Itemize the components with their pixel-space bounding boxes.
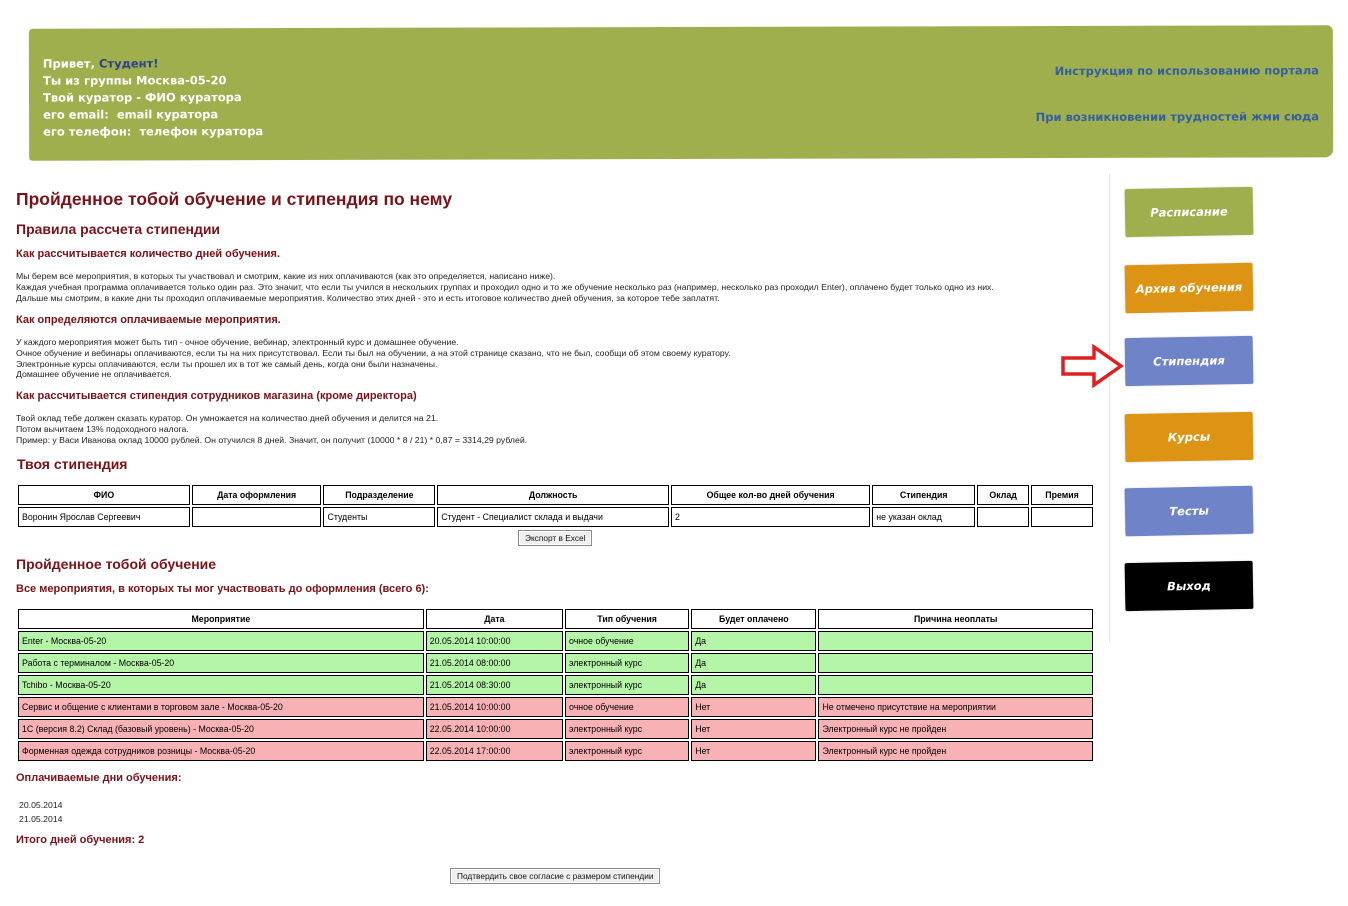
table-cell xyxy=(818,631,1093,651)
nav-courses-button[interactable]: Курсы xyxy=(1125,412,1254,462)
arrow-right-icon xyxy=(1060,344,1124,388)
sidebar-divider xyxy=(1109,173,1110,643)
nav-tests-button[interactable]: Тесты xyxy=(1125,486,1254,537)
curator-line: Твой куратор - ФИО куратора xyxy=(42,90,242,105)
column-header: ФИО xyxy=(18,485,190,505)
nav-stipend-button[interactable]: Стипендия xyxy=(1125,336,1254,386)
table-row xyxy=(18,653,1093,673)
table-cell xyxy=(977,507,1029,527)
column-header: Тип обучения xyxy=(565,609,689,629)
help-link[interactable]: При возникновении трудностей жми сюда xyxy=(1035,109,1320,125)
table-row xyxy=(18,697,1093,717)
table-header-row xyxy=(18,609,1093,629)
paid-section-title: Как определяются оплачиваемые мероприятия. xyxy=(16,314,281,326)
paid-section-text xyxy=(16,337,731,380)
nav-schedule-button[interactable]: Расписание xyxy=(1125,187,1254,237)
table-cell: Воронин Ярослав Сергеевич xyxy=(18,507,190,527)
curator-phone: телефон куратора xyxy=(139,124,264,139)
paid-days-title: Оплачиваемые дни обучения: xyxy=(16,772,182,784)
table-cell: Электронный курс не пройден xyxy=(818,741,1093,761)
table-cell: 21.05.2014 08:30:00 xyxy=(426,675,563,695)
days-section-text xyxy=(16,271,994,303)
column-header: Общее кол-во дней обучения xyxy=(671,485,870,505)
table-cell: очное обучение xyxy=(565,631,689,651)
table-header-row xyxy=(18,485,1093,505)
text-line: У каждого мероприятия может быть тип - очное обучение, вебинар, электронный курс и домашнее обучение. xyxy=(16,337,459,347)
column-header: Оклад xyxy=(977,485,1029,505)
nav-exit-button[interactable]: Выход xyxy=(1125,561,1254,611)
email-label: его email: xyxy=(43,107,109,122)
table-cell: 1С (версия 8.2) Склад (базовый уровень) - Москва-05-20 xyxy=(18,719,424,739)
table-cell: 22.05.2014 10:00:00 xyxy=(426,719,563,739)
table-cell: Не отмечено присутствие на мероприятии xyxy=(818,697,1093,717)
text-line: Мы берем все мероприятия, в которых ты участвовал и смотрим, какие из них оплачиваются (как это определяется, написано ниже). xyxy=(16,271,556,281)
column-header: Стипендия xyxy=(872,485,975,505)
table-cell: Студент - Специалист склада и выдачи xyxy=(437,507,669,527)
paid-days-list xyxy=(19,798,62,826)
text-line: Каждая учебная программа оплачивается только один раз. Это значит, что если ты учился в нескольких группах и проходил одно и то же обучение несколько раз (например, несколько раз проходил Enter), оплачено будет только одно из них. xyxy=(16,281,994,292)
header-banner xyxy=(29,25,1333,160)
events-table xyxy=(16,607,1095,763)
greeting-block xyxy=(43,55,263,141)
calc-section-text xyxy=(16,413,527,445)
column-header: Будет оплачено xyxy=(691,609,816,629)
text-line: Твой оклад тебе должен сказать куратор. Он умножается на количество дней обучения и делится на 21. xyxy=(16,413,439,423)
table-cell xyxy=(192,507,322,527)
table-cell: очное обучение xyxy=(565,697,689,717)
table-cell: Форменная одежда сотрудников розницы - Москва-05-20 xyxy=(18,741,424,761)
text-line: Очное обучение и вебинары оплачиваются, если ты на них присутствовал. Если ты был на обучении, а на этой странице сказано, что не был, сообщи об этом своему куратору. xyxy=(16,347,731,358)
stipend-table xyxy=(16,483,1095,529)
curator-email: email куратора xyxy=(116,107,219,122)
rules-title: Правила рассчета стипендии xyxy=(16,221,221,237)
text-line: Пример: у Васи Иванова оклад 10000 рублей. Он отучился 8 дней. Значит, он получит (10000 * 8 / 21) * 0,87 = 3314,29 рублей. xyxy=(16,434,528,445)
total-days: Итого дней обучения: 2 xyxy=(16,834,145,846)
table-cell: Сервис и общение с клиентами в торговом зале - Москва-05-20 xyxy=(18,697,424,717)
table-cell: Электронный курс не пройден xyxy=(818,719,1093,739)
table-row xyxy=(18,507,1093,527)
table-cell xyxy=(1031,507,1093,527)
table-cell: не указан оклад xyxy=(872,507,975,527)
table-row xyxy=(18,719,1093,739)
export-excel-button[interactable]: Экспорт в Excel xyxy=(518,530,592,546)
table-cell: Да xyxy=(691,675,816,695)
days-section-title: Как рассчитывается количество дней обучения. xyxy=(16,248,281,260)
table-cell: 2 xyxy=(671,507,870,527)
table-cell: Tchibo - Москва-05-20 xyxy=(18,675,424,695)
table-cell: 21.05.2014 10:00:00 xyxy=(426,697,563,717)
list-item: 21.05.2014 xyxy=(19,814,63,824)
column-header: Дата оформления xyxy=(192,485,322,505)
group-line: Ты из группы Москва-05-20 xyxy=(42,73,227,88)
phone-label: его телефон: xyxy=(43,124,132,139)
table-cell: электронный курс xyxy=(565,719,689,739)
column-header: Премия xyxy=(1031,485,1093,505)
table-cell: Да xyxy=(691,653,816,673)
table-cell: 20.05.2014 10:00:00 xyxy=(426,631,563,651)
table-cell: Нет xyxy=(691,741,816,761)
table-row xyxy=(18,675,1093,695)
column-header: Мероприятие xyxy=(18,609,424,629)
list-item: 20.05.2014 xyxy=(19,800,63,810)
table-cell xyxy=(818,675,1093,695)
text-line: Потом вычитаем 13% подоходного налога. xyxy=(16,423,189,434)
page-title: Пройденное тобой обучение и стипендия по нему xyxy=(16,189,453,209)
text-line: Домашнее обучение не оплачивается. xyxy=(16,369,172,380)
table-cell: Да xyxy=(691,631,816,651)
table-cell: 22.05.2014 17:00:00 xyxy=(426,741,563,761)
events-title: Все мероприятия, в которых ты мог участвовать до оформления (всего 6): xyxy=(16,583,429,595)
table-cell: Студенты xyxy=(323,507,435,527)
table-cell xyxy=(818,653,1093,673)
table-cell: Нет xyxy=(691,719,816,739)
stipend-title: Твоя стипендия xyxy=(17,456,128,472)
table-cell: 21.05.2014 08:00:00 xyxy=(426,653,563,673)
text-line: Дальше мы смотрим, в какие дни ты проходил оплачиваемые мероприятия. Количество этих дней - это и есть итоговое количество дней обучения, за которое тебе заплатят. xyxy=(16,292,720,303)
column-header: Причина неоплаты xyxy=(818,609,1093,629)
confirm-stipend-button[interactable]: Подтвердить свое согласие с размером стипендии xyxy=(450,868,660,884)
student-name: Студент! xyxy=(98,56,159,71)
text-line: Электронные курсы оплачиваются, если ты прошел их в тот же самый день, когда они были назначены. xyxy=(16,358,438,369)
table-cell: электронный курс xyxy=(565,653,689,673)
column-header: Должность xyxy=(437,485,669,505)
table-cell: Enter - Москва-05-20 xyxy=(18,631,424,651)
table-row xyxy=(18,631,1093,651)
calc-section-title: Как рассчитывается стипендия сотрудников магазина (кроме директора) xyxy=(16,390,417,402)
table-cell: электронный курс xyxy=(565,675,689,695)
greeting-prefix: Привет, xyxy=(42,56,95,71)
table-cell: Работа с терминалом - Москва-05-20 xyxy=(18,653,424,673)
instructions-link[interactable]: Инструкция по использованию портала xyxy=(1054,63,1319,79)
training-title: Пройденное тобой обучение xyxy=(16,556,217,572)
table-row xyxy=(18,741,1093,761)
nav-archive-button[interactable]: Архив обучения xyxy=(1125,263,1254,314)
table-cell: электронный курс xyxy=(565,741,689,761)
column-header: Дата xyxy=(426,609,563,629)
column-header: Подразделение xyxy=(323,485,435,505)
table-cell: Нет xyxy=(691,697,816,717)
